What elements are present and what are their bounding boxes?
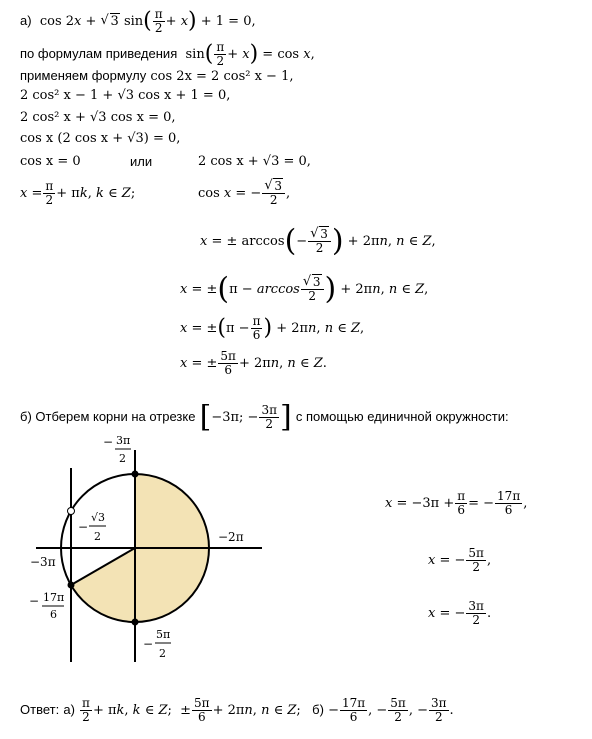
root-1: x = −3π + $\frac{\pi}{6}$ = − $\frac{17\pi}{6}$ , [385,489,528,517]
label-left-upper-sign: − [78,520,89,534]
step-1: 2 cos² x − 1 + √3 cos x + 1 = 0, [20,88,231,103]
point-upper-left [68,508,75,515]
part-b-heading: б) Отберем корни на отрезке [−3π; − $\frac{3\pi}{2}$ ] с помощью единичной окружности: [20,399,509,435]
label-bottom-sign: − [143,637,154,651]
step-9: x = ± $\frac{5\pi}{6}$ + 2πn, n ∈ Z. [180,349,327,377]
step-5b: cos x = − √ $\frac{3}{2}$ , [198,180,290,207]
answer-line: Ответ: а) $\frac{\pi}{2}$ + πk, k ∈ Z; ± $\frac{5\pi}{6}$ + 2πn, n ∈ Z; б) − $\frac{17\pi}{6}$ , − $\frac{5\pi}{2}$ , − $\frac{3\pi}{2}$ . [20,696,454,724]
step-7: x = ±(π − arccos √ $\frac{3}{2}$ ) + 2πn, n ∈ Z, [180,276,428,303]
point-top [132,471,139,478]
step-5a: x = $\frac{\pi}{2}$ + πk, k ∈ Z; [20,179,136,207]
label-top-den: 2 [119,452,126,465]
step-8: x = ±(π − $\frac{\pi}{6}$ ) + 2πn, n ∈ Z, [180,314,365,342]
interval-sector-lower [71,548,135,622]
label-lower-left-sign: − [29,594,40,608]
root-2: x = − $\frac{5\pi}{2}$ , [428,546,492,574]
step-2: 2 cos² x + √3 cos x = 0, [20,110,176,125]
label-top: − [103,435,114,449]
label-bottom-den: 2 [159,647,166,660]
label-top-num: 3π [116,434,131,447]
part-a-label: а) [20,13,32,28]
step-6: x = ± arccos(− √ $\frac{3}{2}$ ) + 2πn, n ∈ Z, [200,228,436,255]
label-left-upper-num: √3 [91,511,106,524]
label-right: −2π [218,530,244,544]
label-lower-left-num: 17π [43,591,65,604]
step-4b: 2 cos x + √3 = 0, [198,154,311,169]
eq-main: а) cos 2x + √ 3 sin( $\frac{\pi}{2}$ + x) + 1 = 0, [20,8,256,35]
label-left: −3π [30,555,56,569]
point-bottom [132,619,139,626]
label-lower-left-den: 6 [50,608,57,621]
apply-line: применяем формулу cos 2x = 2 cos² x − 1, [20,68,294,84]
point-lower-left [68,582,75,589]
root-3: x = − $\frac{3\pi}{2}$ . [428,599,492,627]
reduction-line: по формулам приведения sin( $\frac{\pi}{2}$ + x) = cos x, [20,40,315,68]
label-bottom-num: 5π [156,628,171,641]
label-left-upper-den: 2 [94,530,101,543]
step-4a: cos x = 0 [20,154,81,169]
or-word: или [130,154,153,169]
step-3: cos x (2 cos x + √3) = 0, [20,131,181,146]
